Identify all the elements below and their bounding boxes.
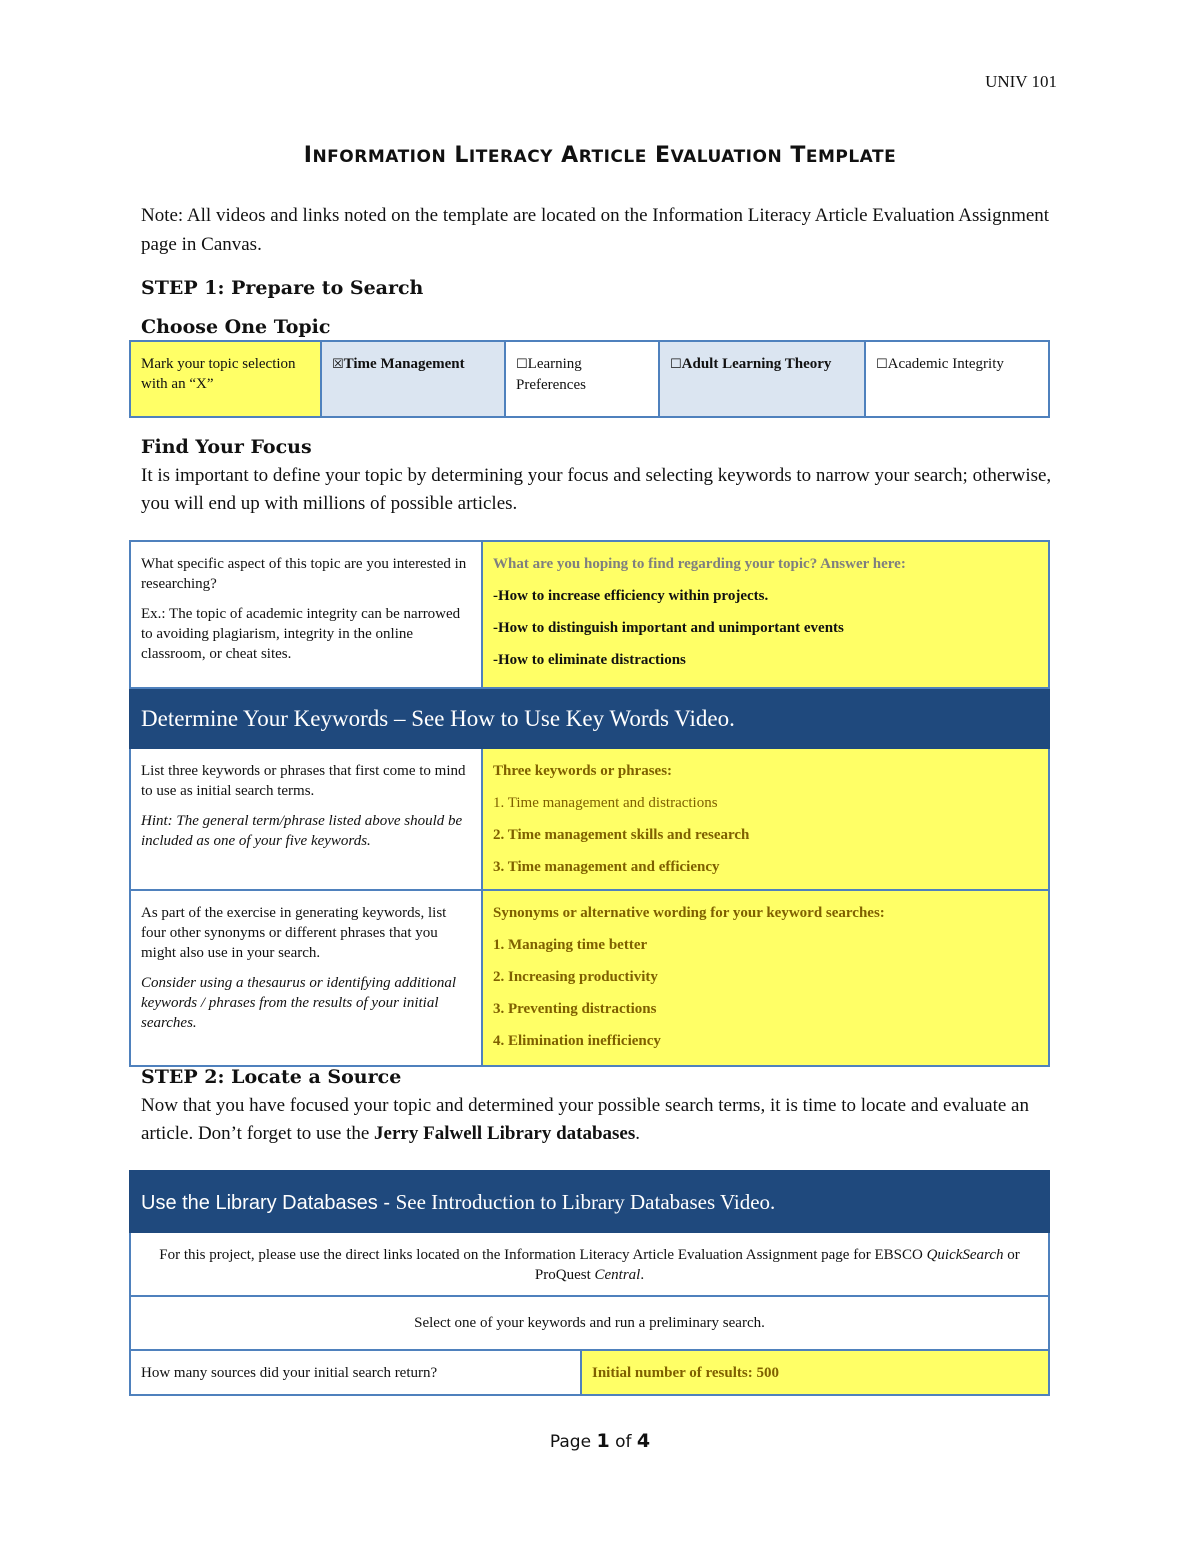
topic-table xyxy=(129,340,1050,418)
topic-instruction-cell: Mark your topic selection with an “X” xyxy=(130,341,321,417)
course-header: UNIV 101 xyxy=(985,72,1057,91)
focus-example: Ex.: The topic of academic integrity can be narrowed to avoiding plagiarism, integrity in the online classroom, or cheat sites. xyxy=(141,606,461,662)
synonyms-instruction-cell xyxy=(130,890,482,1066)
synonyms-answer-prompt: Synonyms or alternative wording for your keyword searches: xyxy=(493,905,885,921)
choose-topic-heading: Choose One Topic xyxy=(141,316,331,338)
results-question: How many sources did your initial search return? xyxy=(130,1350,581,1395)
step2-heading: STEP 2: Locate a Source xyxy=(141,1066,402,1088)
note-text: Note: All videos and links noted on the template are located on the Information Literacy Article Evaluation Assignment page in Canvas. xyxy=(141,205,1050,255)
keywords-hint: Hint: The general term/phrase listed above should be included as one of your five keywords. xyxy=(141,813,463,849)
databases-table xyxy=(129,1170,1050,1396)
focus-answer: -How to distinguish important and unimportant events xyxy=(493,620,844,636)
keywords-answer-cell[interactable] xyxy=(482,748,1049,890)
synonym-answer: 1. Managing time better xyxy=(493,937,648,953)
focus-question: What specific aspect of this topic are you interested in researching? xyxy=(141,556,467,592)
topic-option-adult-learning-theory[interactable]: ☐Adult Learning Theory xyxy=(659,341,865,417)
title-word: INFORMATION xyxy=(303,143,447,168)
select-keyword-instruction: Select one of your keywords and run a preliminary search. xyxy=(130,1296,1049,1350)
checkbox-icon[interactable]: ☐ xyxy=(516,357,528,372)
synonym-answer: 4. Elimination inefficiency xyxy=(493,1033,661,1049)
focus-text: It is important to define your topic by determining your focus and selecting keywords to narrow your search; otherwise, you will end up with millions of possible articles. xyxy=(141,465,1052,514)
title-word: ARTICLE xyxy=(561,143,647,168)
title-word: EVALUATION xyxy=(655,143,783,168)
step2-text: Now that you have focused your topic and determined your possible search terms, it is time to locate and evaluate an article. Don’t forget to use the Jerry Falwell Library databases. xyxy=(141,1095,1029,1144)
checkbox-icon[interactable]: ☐ xyxy=(670,357,682,372)
topic-option-learning-preferences[interactable]: ☐Learning Preferences xyxy=(505,341,659,417)
page-footer: Page 1 of 4 xyxy=(549,1430,651,1452)
library-databases-name: Jerry Falwell Library databases xyxy=(374,1123,636,1144)
focus-answer: -How to increase efficiency within projects. xyxy=(493,588,769,604)
checkbox-icon[interactable]: ☐ xyxy=(876,357,888,372)
keyword-answer: 2. Time management skills and research xyxy=(493,827,750,843)
results-answer[interactable]: Initial number of results: 500 xyxy=(581,1350,1049,1395)
title-word: LITERACY xyxy=(454,143,553,168)
focus-table xyxy=(129,540,1050,1067)
title-word: TEMPLATE xyxy=(790,143,897,168)
focus-answer-prompt: What are you hoping to find regarding your topic? Answer here: xyxy=(493,556,906,572)
focus-heading: Find Your Focus xyxy=(141,436,312,458)
checked-checkbox-icon[interactable]: ☒ xyxy=(332,357,344,372)
keywords-banner: Determine Your Keywords – See How to Use Key Words Video. xyxy=(130,688,1049,748)
synonyms-tip: Consider using a thesaurus or identifying additional keywords / phrases from the results of your initial searches. xyxy=(141,975,457,1031)
focus-question-cell xyxy=(130,541,482,688)
keywords-instruction: List three keywords or phrases that first come to mind to use as initial search terms. xyxy=(141,763,466,799)
keywords-instruction-cell xyxy=(130,748,482,890)
focus-answer-cell[interactable] xyxy=(482,541,1049,688)
synonym-answer: 2. Increasing productivity xyxy=(493,969,658,985)
keywords-answer-prompt: Three keywords or phrases: xyxy=(493,763,673,779)
databases-instructions: For this project, please use the direct links located on the Information Literacy Article Evaluation Assignment page for EBSCO QuickSearch or ProQuest Central. xyxy=(130,1232,1049,1296)
databases-banner: Use the Library Databases - See Introduction to Library Databases Video. xyxy=(130,1171,1049,1232)
document-title xyxy=(0,143,1200,168)
keyword-answer: 1. Time management and distractions xyxy=(493,795,718,811)
synonyms-answer-cell[interactable] xyxy=(482,890,1049,1066)
focus-answer: -How to eliminate distractions xyxy=(493,652,686,668)
keyword-answer: 3. Time management and efficiency xyxy=(493,859,720,875)
databases-video-link[interactable]: See Introduction to Library Databases Video. xyxy=(395,1190,776,1214)
synonyms-instruction: As part of the exercise in generating keywords, list four other synonyms or different phrases that you might also use in your search. xyxy=(141,905,447,961)
synonym-answer: 3. Preventing distractions xyxy=(493,1001,657,1017)
step1-heading: STEP 1: Prepare to Search xyxy=(141,277,424,299)
topic-option-time-management[interactable]: ☒Time Management xyxy=(321,341,505,417)
topic-option-academic-integrity[interactable]: ☐Academic Integrity xyxy=(865,341,1049,417)
